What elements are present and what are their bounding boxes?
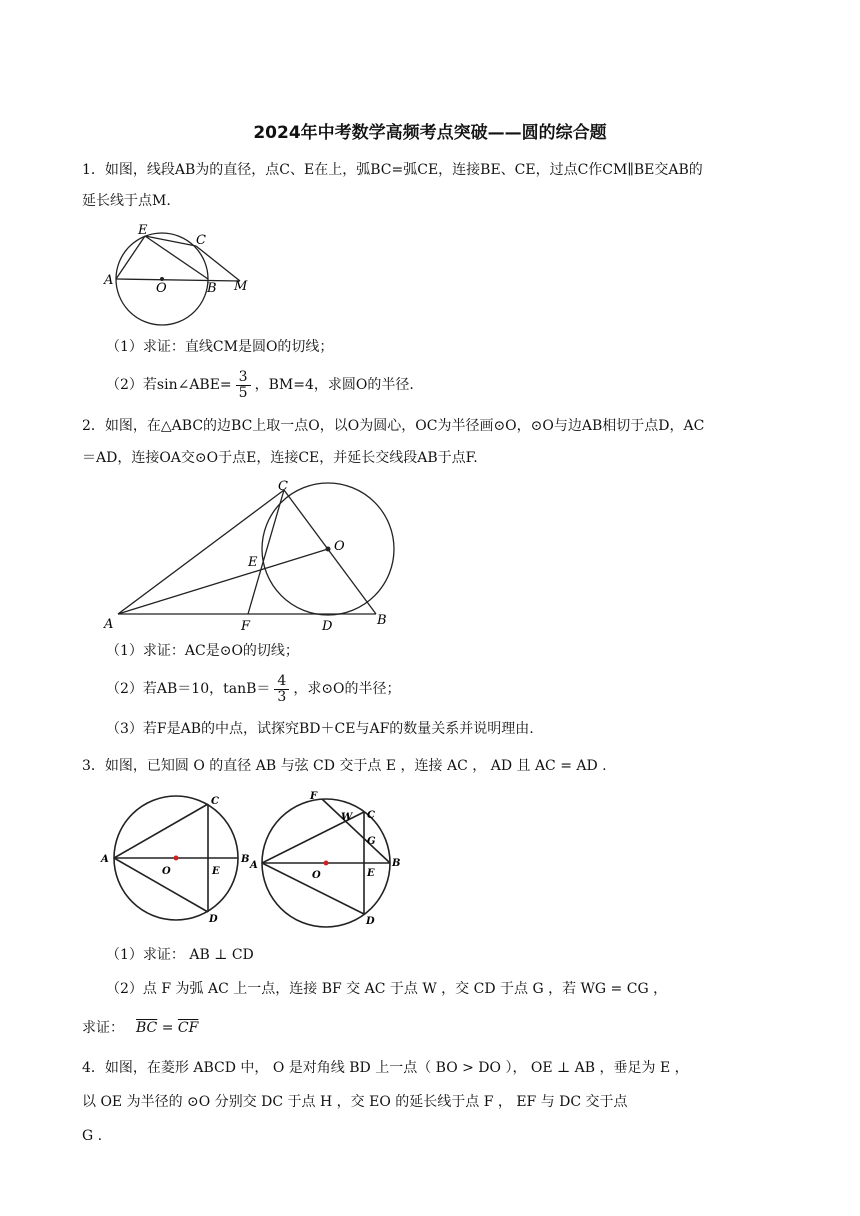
q3f2-label-d: D xyxy=(366,916,375,927)
q1-label-m: M xyxy=(234,279,248,294)
q1-label-c: C xyxy=(196,233,206,248)
q3f2-label-a: A xyxy=(250,860,258,871)
q3f1-label-a: A xyxy=(101,854,109,865)
q3f1-label-c: C xyxy=(211,796,219,807)
q1-fraction: $\frac{3}{5}$ xyxy=(236,370,251,401)
q4-stem-line1: 4．如图，在菱形 ABCD 中， O 是对角线 BD 上一点（ BO > DO ）， OE ⊥ AB ，垂足为 E ， xyxy=(82,1060,689,1076)
q2-fraction: $\frac{4}{3}$ xyxy=(274,674,289,705)
q3f2-label-o: O xyxy=(312,870,321,881)
q3f1-label-e: E xyxy=(212,866,220,877)
q2-label-c: C xyxy=(278,479,288,494)
q2-label-e: E xyxy=(248,555,258,570)
q2-label-o: O xyxy=(334,539,345,554)
arc-cf: $\overline{CF}$ xyxy=(177,1020,199,1036)
q2-figure xyxy=(96,476,406,636)
q2-label-f: F xyxy=(241,619,251,634)
q3f1-label-b: B xyxy=(241,854,250,865)
q2-label-b: B xyxy=(377,613,387,628)
q3f2-label-g: G xyxy=(367,836,376,847)
q2-part2: （2）若AB＝10，tanB＝ $\frac{4}{3}$ ，求⊙O的半径； xyxy=(106,672,401,705)
q2-label-a: A xyxy=(104,617,114,632)
q1-stem-line1: 1．如图，线段AB为的直径，点C、E在上，弧BC=弧CE，连接BE、CE，过点C作CM∥BE交AB的 xyxy=(82,162,703,178)
q3f2-label-f: F xyxy=(310,791,318,802)
q3f2-label-e: E xyxy=(367,868,375,879)
q3f2-label-w: W xyxy=(341,812,353,823)
q1-part1: （1）求证：直线CM是圆O的切线； xyxy=(106,339,334,355)
q2-part3: （3）若F是AB的中点，试探究BD＋CE与AF的数量关系并说明理由. xyxy=(106,721,534,737)
q3-stem: 3．如图，已知圆 O 的直径 AB 与弦 CD 交于点 E ，连接 AC ， AD 且 AC = AD . xyxy=(82,758,607,774)
q3-part2-conclusion: 求证： $\overline{BC} = \overline{CF}$ xyxy=(82,1020,199,1036)
q2-stem-line2: ＝AD，连接OA交⊙O于点E，连接CE，并延长交线段AB于点F. xyxy=(82,450,478,466)
q3f1-label-d: D xyxy=(209,914,218,925)
q1-label-o: O xyxy=(156,281,167,296)
arc-bc: $\overline{BC}$ xyxy=(136,1020,158,1036)
q3-part2: （2）点 F 为弧 AC 上一点，连接 BF 交 AC 于点 W ，交 CD 于点 G ，若 WG = CG ， xyxy=(106,981,668,997)
q3f2-label-b: B xyxy=(392,858,401,869)
q1-label-a: A xyxy=(104,273,114,288)
q1-figure xyxy=(100,220,260,330)
q2-stem-line1: 2．如图，在△ABC的边BC上取一点O，以O为圆心，OC为半径画⊙O，⊙O与边AB相切于点D，AC xyxy=(82,418,705,434)
q3f1-label-o: O xyxy=(162,866,171,877)
q1-stem-line2: 延长线于点M. xyxy=(82,193,171,209)
q1-label-b: B xyxy=(207,281,217,296)
page-title: 2024年中考数学高频考点突破——圆的综合题 xyxy=(253,123,607,143)
q2-part1: （1）求证：AC是⊙O的切线； xyxy=(106,643,299,659)
q3-part1: （1）求证： AB ⊥ CD xyxy=(106,947,254,963)
q3f2-label-c: C xyxy=(367,810,375,821)
q2-label-d: D xyxy=(322,619,333,634)
q3-figures xyxy=(96,788,416,938)
q4-stem-line3: G . xyxy=(82,1128,103,1144)
q1-part2: （2）若sin∠ABE= $\frac{3}{5}$ ，BM=4，求圆O的半径. xyxy=(106,368,414,401)
q1-label-e: E xyxy=(138,223,148,238)
q4-stem-line2: 以 OE 为半径的 ⊙O 分别交 DC 于点 H ，交 EO 的延长线于点 F ， EF 与 DC 交于点 xyxy=(82,1094,628,1110)
